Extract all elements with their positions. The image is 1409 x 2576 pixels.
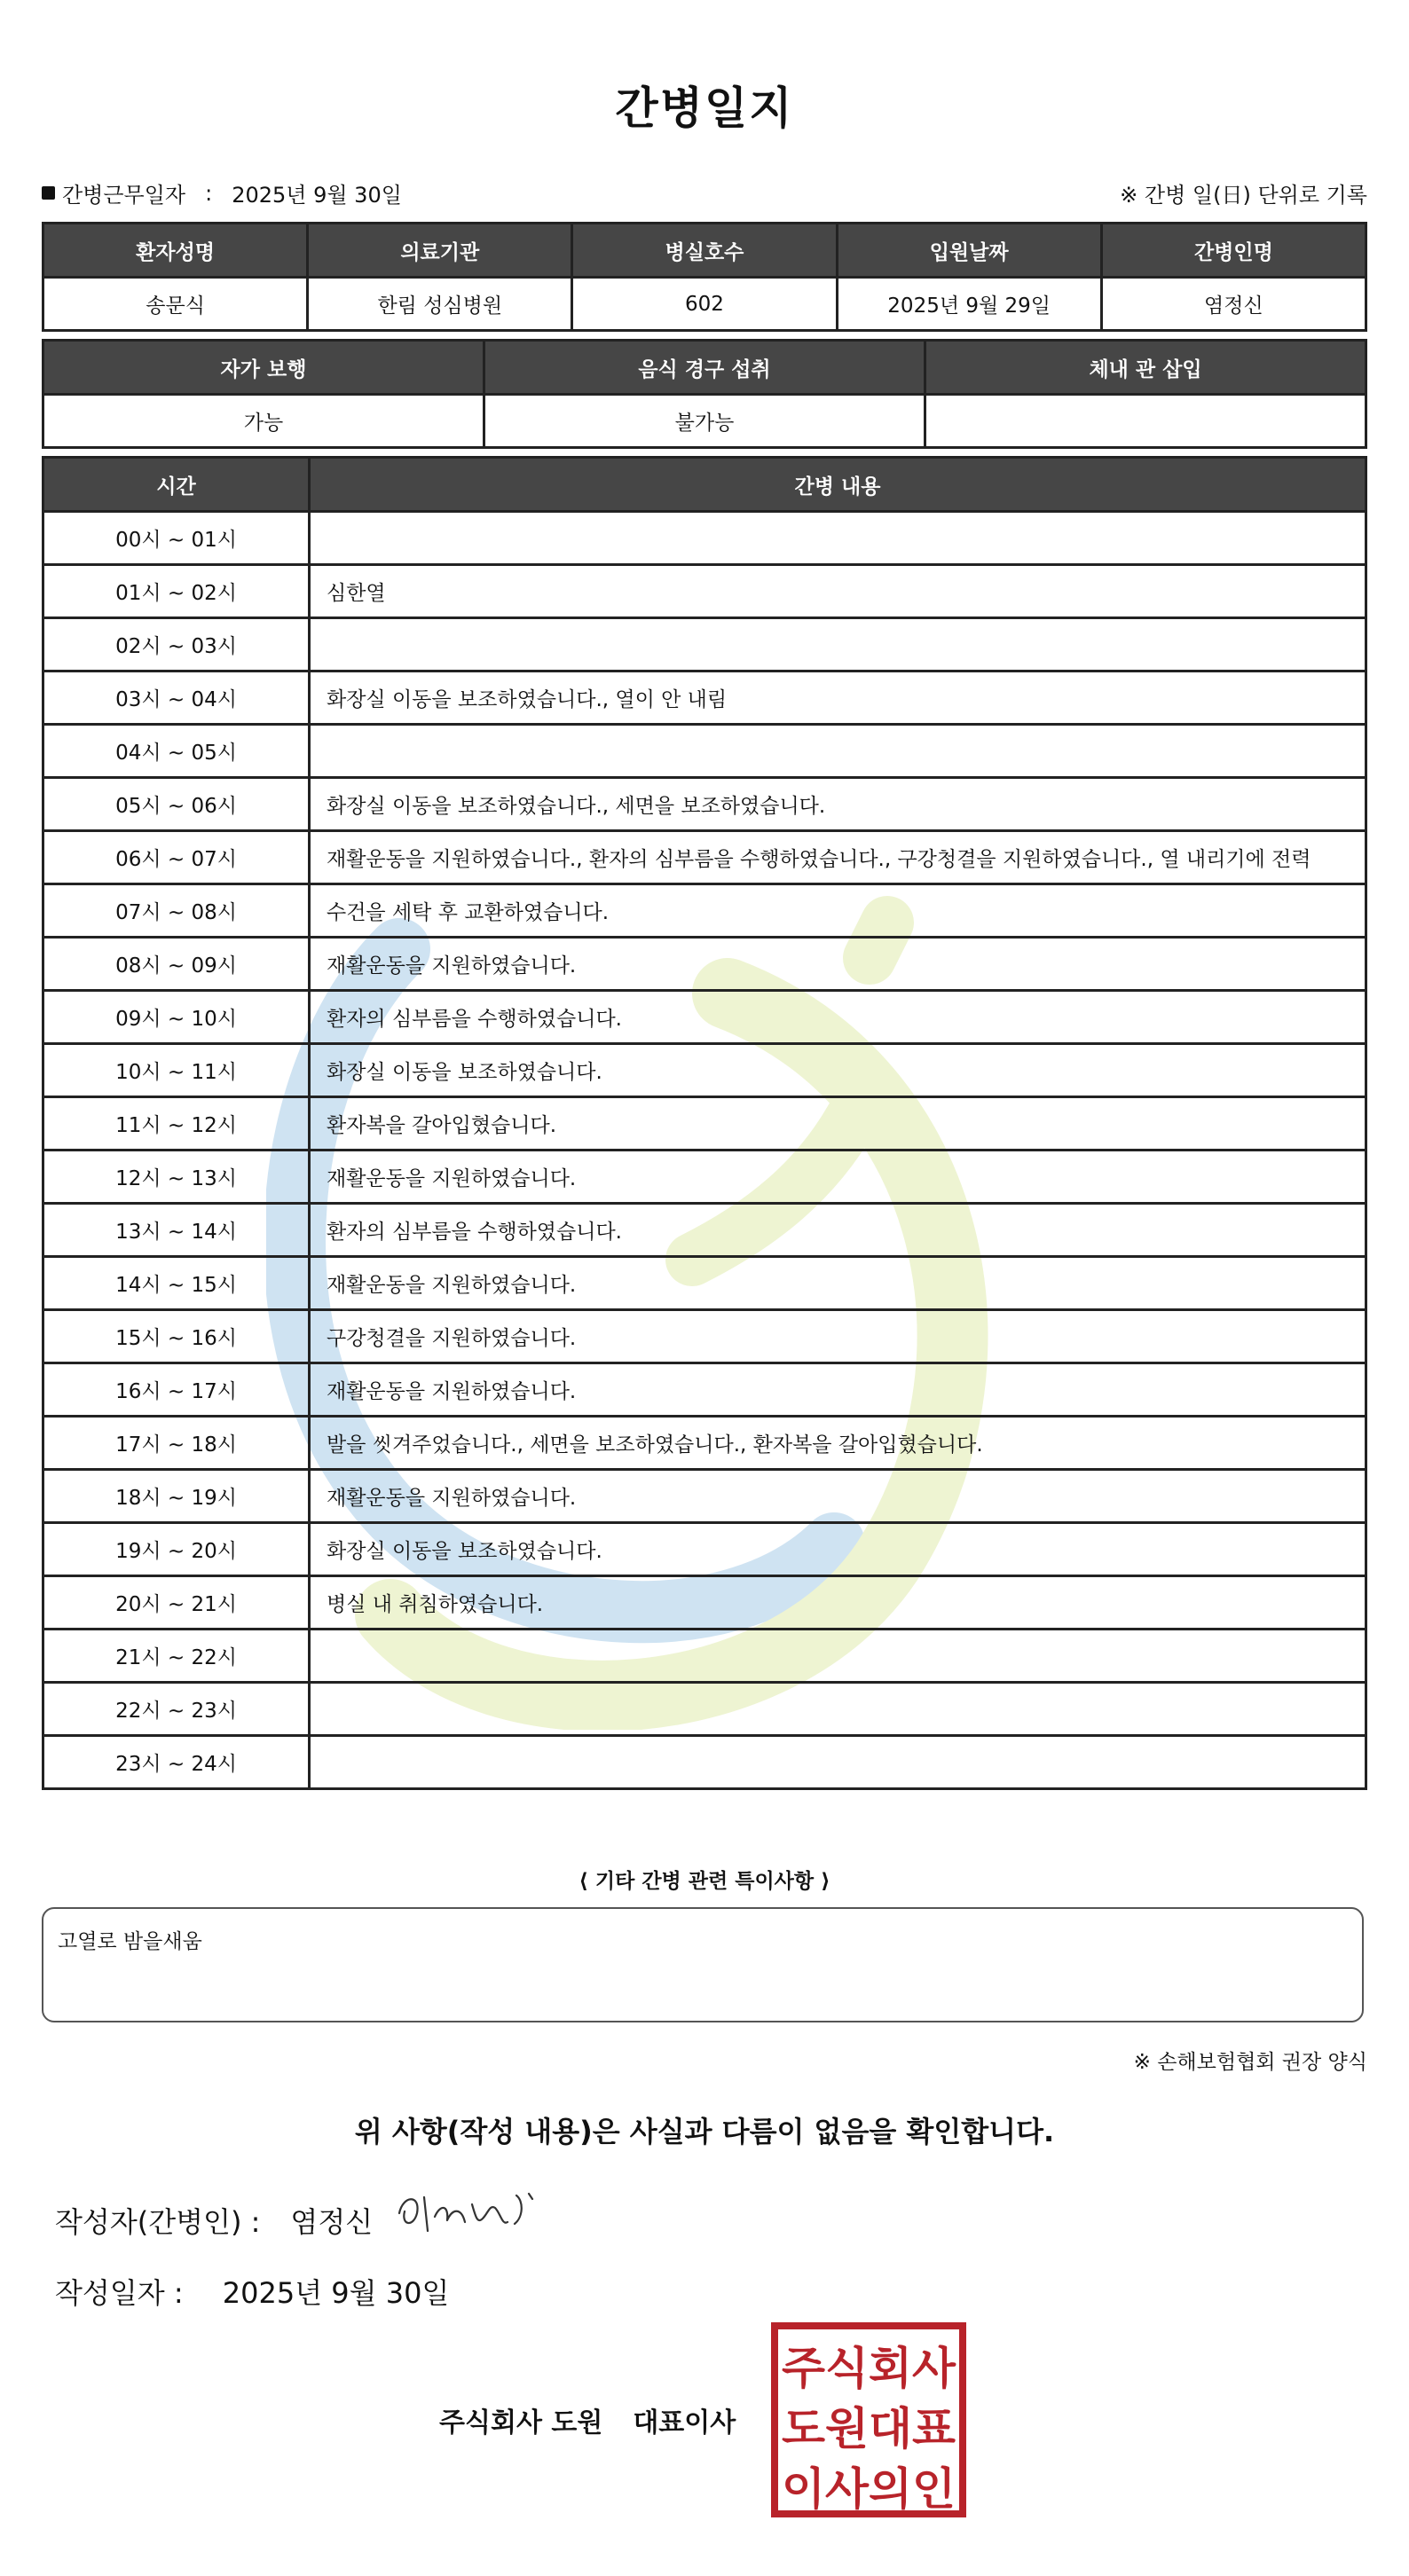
- header-self-walking: 자가 보행: [43, 341, 484, 395]
- log-row: [43, 1310, 1366, 1363]
- write-date-label: 작성일자 :: [55, 2276, 184, 2310]
- log-row: [43, 1576, 1366, 1630]
- log-content: 화장실 이동을 보조하였습니다., 열이 안 내림: [310, 671, 1366, 725]
- admission-date: 2025년 9월 29일: [837, 278, 1101, 331]
- log-row: [43, 1257, 1366, 1310]
- tube-insertion: [925, 395, 1366, 448]
- log-content: 발을 씻겨주었습니다., 세면을 보조하였습니다., 환자복을 갈아입혔습니다.: [310, 1417, 1366, 1470]
- log-content: 화장실 이동을 보조하였습니다.: [310, 1044, 1366, 1097]
- log-content: 화장실 이동을 보조하였습니다.: [310, 1523, 1366, 1576]
- seal-text-line: 이사의인: [782, 2463, 956, 2515]
- log-content: 재활운동을 지원하였습니다.: [310, 1151, 1366, 1204]
- log-time: 05시 ~ 06시: [43, 778, 310, 831]
- write-date-line: [55, 2271, 449, 2312]
- status-header-row: [43, 341, 1366, 395]
- writer-line: [55, 2200, 373, 2241]
- log-row: [43, 565, 1366, 618]
- patient-status-table: [42, 339, 1367, 449]
- log-row: [43, 1736, 1366, 1789]
- recommended-form-note: ※ 손해보험협회 권장 양식: [1133, 2051, 1367, 2074]
- self-walking: 가능: [43, 395, 484, 448]
- log-content: 환자복을 갈아입혔습니다.: [310, 1097, 1366, 1151]
- handwritten-signature: [390, 2178, 550, 2249]
- log-time: 21시 ~ 22시: [43, 1630, 310, 1683]
- log-content: 화장실 이동을 보조하였습니다., 세면을 보조하였습니다.: [310, 778, 1366, 831]
- log-row: [43, 778, 1366, 831]
- log-row: [43, 1683, 1366, 1736]
- writer-label: 작성자(간병인) :: [55, 2205, 261, 2239]
- log-time: 11시 ~ 12시: [43, 1097, 310, 1151]
- bullet-square-icon: [42, 186, 55, 200]
- work-date-separator: :: [205, 180, 213, 206]
- header-patient-name: 환자성명: [43, 224, 308, 278]
- log-row: [43, 1151, 1366, 1204]
- hospital: 한림 성심병원: [308, 278, 572, 331]
- company-role: 대표이사: [633, 2407, 736, 2439]
- log-time: 07시 ~ 08시: [43, 884, 310, 938]
- log-time: 00시 ~ 01시: [43, 512, 310, 565]
- log-time: 04시 ~ 05시: [43, 725, 310, 778]
- log-time: 10시 ~ 11시: [43, 1044, 310, 1097]
- confirmation-statement: 위 사항(작성 내용)은 사실과 다름이 없음을 확인합니다.: [354, 2115, 1055, 2148]
- log-time: 06시 ~ 07시: [43, 831, 310, 884]
- log-row: [43, 618, 1366, 671]
- log-content: 환자의 심부름을 수행하였습니다.: [310, 1204, 1366, 1257]
- log-row: [43, 991, 1366, 1044]
- log-row: [43, 1097, 1366, 1151]
- log-row: [43, 1204, 1366, 1257]
- notes-title: ⟨ 기타 간병 관련 특이사항 ⟩: [579, 1870, 830, 1893]
- log-content: [310, 512, 1366, 565]
- header-hospital: 의료기관: [308, 224, 572, 278]
- log-row: [43, 1470, 1366, 1523]
- log-content: 구강청결을 지원하였습니다.: [310, 1310, 1366, 1363]
- log-row: [43, 1044, 1366, 1097]
- log-content: 재활운동을 지원하였습니다.: [310, 938, 1366, 991]
- write-date: 2025년 9월 30일: [222, 2276, 450, 2310]
- patient-info-value-row: [43, 278, 1366, 331]
- room-number: 602: [572, 278, 837, 331]
- log-row: [43, 884, 1366, 938]
- log-time: 20시 ~ 21시: [43, 1576, 310, 1630]
- log-content: 재활운동을 지원하였습니다.: [310, 1257, 1366, 1310]
- oral-intake: 불가능: [484, 395, 925, 448]
- log-time: 08시 ~ 09시: [43, 938, 310, 991]
- header-caregiver-name: 간병인명: [1101, 224, 1366, 278]
- log-time: 01시 ~ 02시: [43, 565, 310, 618]
- log-time: 09시 ~ 10시: [43, 991, 310, 1044]
- header-admission-date: 입원날짜: [837, 224, 1101, 278]
- log-content: 재활운동을 지원하였습니다.: [310, 1363, 1366, 1417]
- log-content: 심한열: [310, 565, 1366, 618]
- header-room-number: 병실호수: [572, 224, 837, 278]
- caregiver-name: 염정신: [1101, 278, 1366, 331]
- log-time: 19시 ~ 20시: [43, 1523, 310, 1576]
- log-time: 03시 ~ 04시: [43, 671, 310, 725]
- notes-text: 고열로 밤을새움: [58, 1930, 202, 1953]
- company-signature: [439, 2400, 736, 2439]
- log-time: 12시 ~ 13시: [43, 1151, 310, 1204]
- seal-text-line: 도원대표: [782, 2403, 956, 2454]
- log-content: 병실 내 취침하였습니다.: [310, 1576, 1366, 1630]
- log-time: 14시 ~ 15시: [43, 1257, 310, 1310]
- log-row: [43, 831, 1366, 884]
- log-time: 18시 ~ 19시: [43, 1470, 310, 1523]
- work-date-row: [42, 177, 1367, 213]
- log-row: [43, 1417, 1366, 1470]
- log-time: 16시 ~ 17시: [43, 1363, 310, 1417]
- header-tube-insertion: 체내 관 삽입: [925, 341, 1366, 395]
- record-unit-note: ※ 간병 일(日) 단위로 기록: [1120, 183, 1367, 208]
- log-time: 17시 ~ 18시: [43, 1417, 310, 1470]
- log-content: [310, 1736, 1366, 1789]
- work-date-value: 2025년 9월 30일: [232, 183, 402, 208]
- patient-name: 송문식: [43, 278, 308, 331]
- log-row: [43, 1630, 1366, 1683]
- log-row: [43, 725, 1366, 778]
- header-care-content: 간병 내용: [310, 458, 1366, 512]
- patient-info-table: [42, 222, 1367, 332]
- status-value-row: [43, 395, 1366, 448]
- log-content: 환자의 심부름을 수행하였습니다.: [310, 991, 1366, 1044]
- log-content: 재활운동을 지원하였습니다., 환자의 심부름을 수행하였습니다., 구강청결을 지원하였습니다., 열 내리기에 전력: [310, 831, 1366, 884]
- log-time: 23시 ~ 24시: [43, 1736, 310, 1789]
- log-content: 수건을 세탁 후 교환하였습니다.: [310, 884, 1366, 938]
- log-content: [310, 618, 1366, 671]
- log-time: 15시 ~ 16시: [43, 1310, 310, 1363]
- patient-info-header-row: [43, 224, 1366, 278]
- document-title: 간병일지: [615, 82, 794, 134]
- log-content: 재활운동을 지원하였습니다.: [310, 1470, 1366, 1523]
- log-time: 22시 ~ 23시: [43, 1683, 310, 1736]
- writer-name: 염정신: [290, 2205, 374, 2239]
- company-name: 주식회사 도원: [439, 2407, 603, 2439]
- log-time: 13시 ~ 14시: [43, 1204, 310, 1257]
- header-oral-intake: 음식 경구 섭취: [484, 341, 925, 395]
- hourly-care-log-table: [42, 456, 1367, 1790]
- work-date: [42, 177, 402, 208]
- log-content: [310, 725, 1366, 778]
- log-row: [43, 1523, 1366, 1576]
- log-row: [43, 512, 1366, 565]
- log-row: [43, 938, 1366, 991]
- log-time: 02시 ~ 03시: [43, 618, 310, 671]
- log-content: [310, 1630, 1366, 1683]
- seal-text-line: 주식회사: [782, 2343, 956, 2394]
- header-time: 시간: [43, 458, 310, 512]
- notes-box: [42, 1907, 1364, 2022]
- work-date-label: 간병근무일자: [62, 183, 186, 208]
- log-content: [310, 1683, 1366, 1736]
- log-header-row: [43, 458, 1366, 512]
- company-seal-stamp: [770, 2321, 967, 2518]
- log-row: [43, 1363, 1366, 1417]
- log-row: [43, 671, 1366, 725]
